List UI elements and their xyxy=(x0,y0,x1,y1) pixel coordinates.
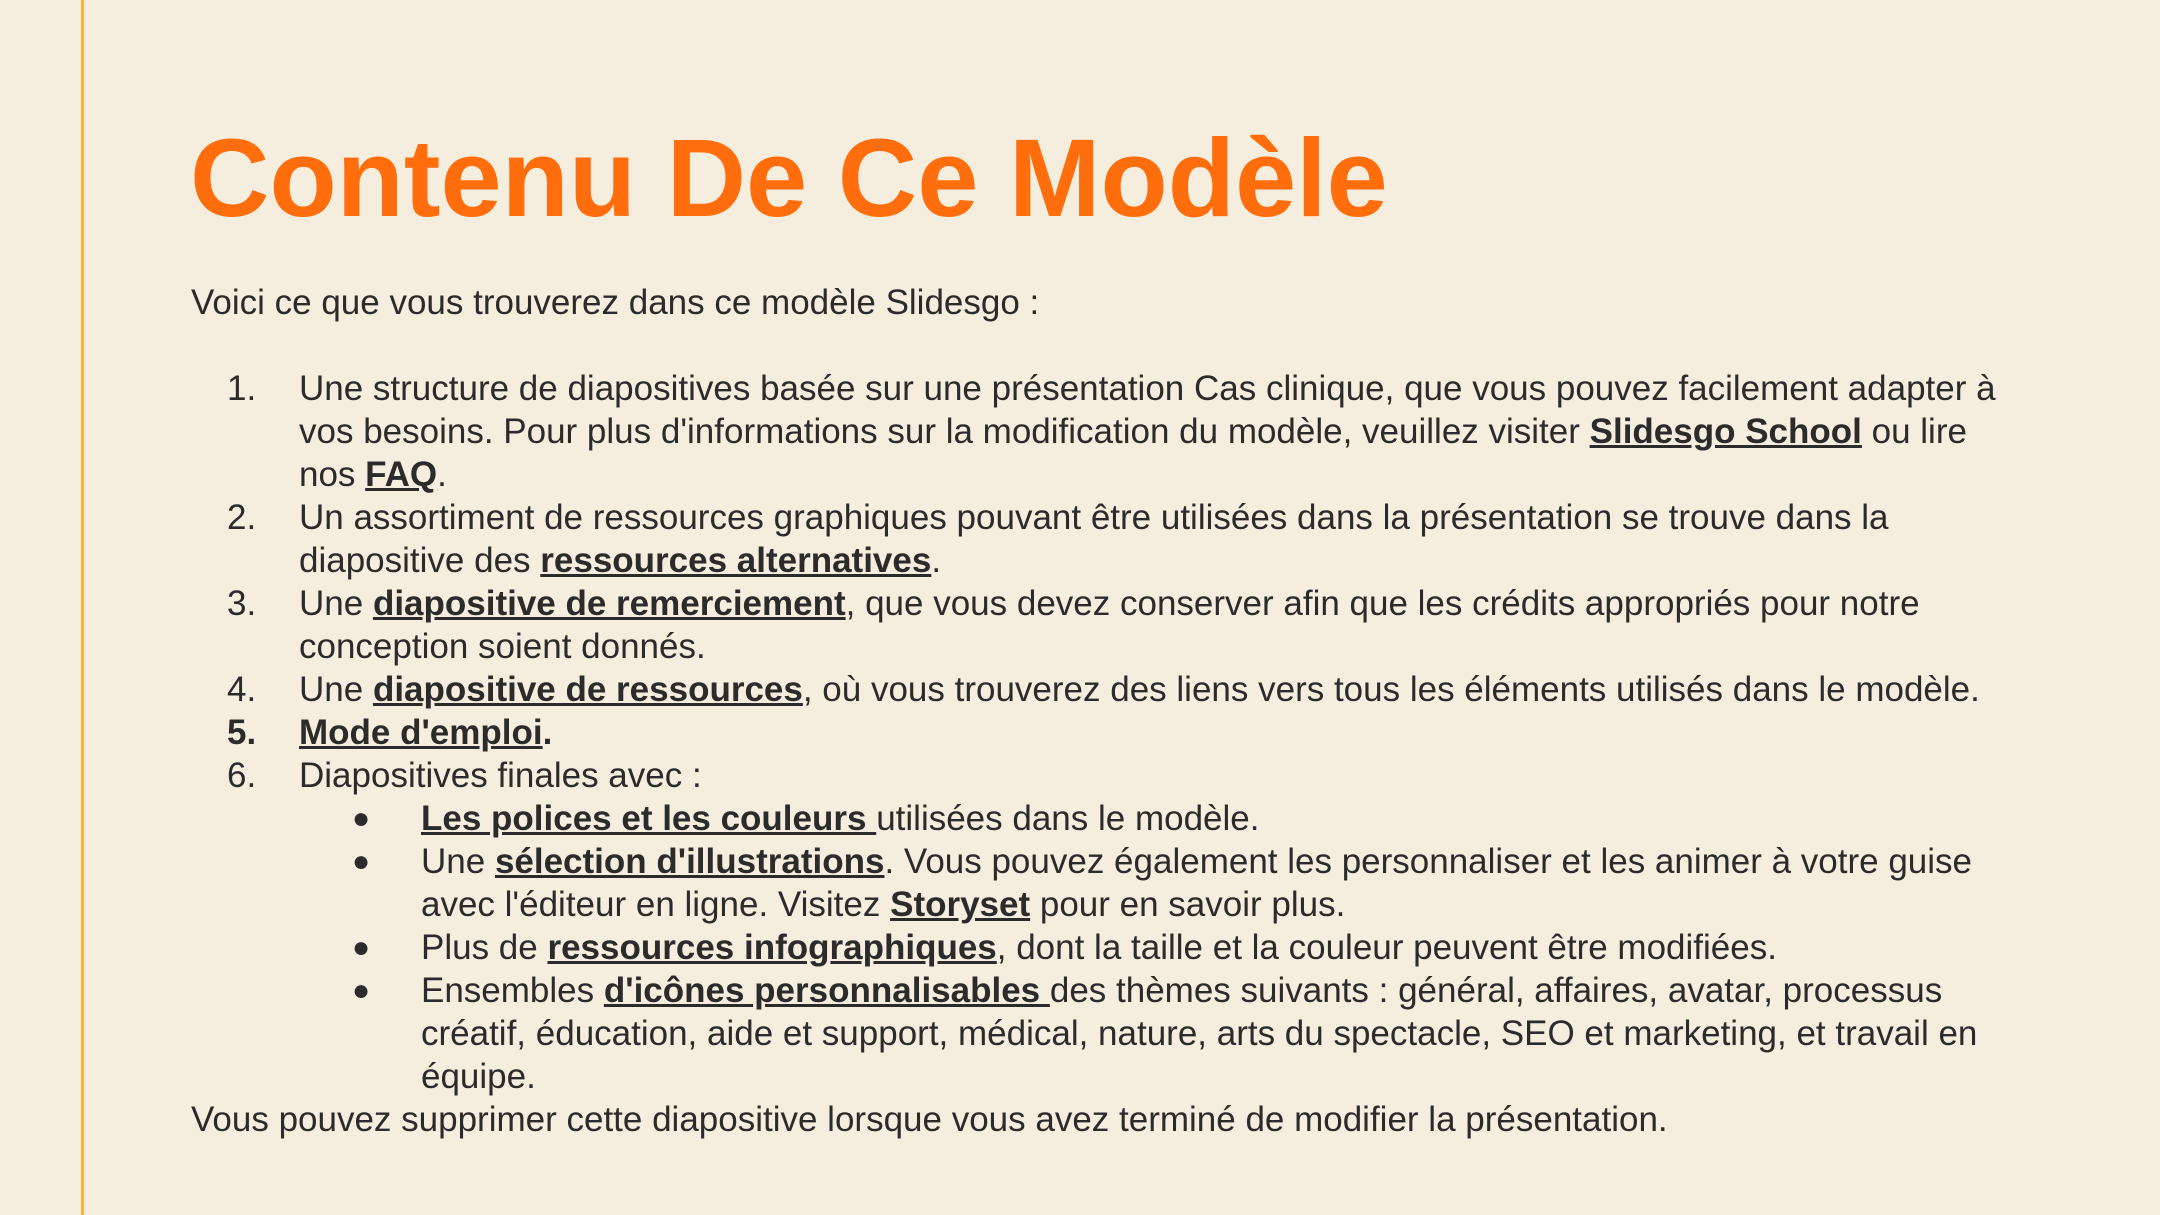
list-item-3 xyxy=(191,582,2021,668)
illustrations-link[interactable]: sélection d'illustrations xyxy=(494,842,885,881)
bullet-item-3 xyxy=(352,926,2021,969)
bullet-dot-icon: ● xyxy=(352,845,371,878)
bullet-text: Une xyxy=(421,842,495,881)
bullet-text: . Vous pouvez également les personnaliser et les animer à votre guise avec l'éditeur en ligne. Visitez xyxy=(421,842,1973,924)
list-item-5 xyxy=(191,711,2021,754)
bullet-text: utilisées dans le modèle. xyxy=(876,799,1260,838)
instructions-link[interactable]: Mode d'emploi xyxy=(299,713,543,752)
numbered-list xyxy=(191,367,2021,1098)
alternative-resources-link[interactable]: ressources alternatives xyxy=(540,541,932,580)
bullet-dot-icon: ● xyxy=(352,802,371,835)
bullet-item-2 xyxy=(352,840,2021,926)
list-number: 4. xyxy=(227,670,257,709)
list-number: 5. xyxy=(227,713,257,752)
list-item-1 xyxy=(191,367,2021,496)
list-item-text: , que vous devez conserver afin que les crédits appropriés pour notre conception soient donnés. xyxy=(299,584,1920,666)
list-item-text: Un assortiment de ressources graphiques pouvant être utilisées dans la présentation se trouve dans la diapositive des xyxy=(299,498,1889,580)
list-item-text: . xyxy=(542,713,553,752)
bullet-dot-icon: ● xyxy=(352,974,371,1007)
outro-text: Vous pouvez supprimer cette diapositive lorsque vous avez terminé de modifier la présentation. xyxy=(191,1100,1668,1139)
fonts-colors-link[interactable]: Les polices et les couleurs xyxy=(421,799,877,838)
list-number: 2. xyxy=(227,498,257,537)
bullet-dot-icon: ● xyxy=(352,931,371,964)
thanks-slide-link[interactable]: diapositive de remerciement xyxy=(372,584,846,623)
bullet-item-1 xyxy=(352,797,2021,840)
list-item-4 xyxy=(191,668,2021,711)
list-item-6 xyxy=(191,754,2021,1098)
list-item-text: ou lire nos xyxy=(299,412,1967,494)
intro-text: Voici ce que vous trouverez dans ce modèle Slidesgo : xyxy=(191,283,1040,322)
bullet-text: , dont la taille et la couleur peuvent être modifiées. xyxy=(996,928,1777,967)
list-item-text: Une xyxy=(299,670,373,709)
bullet-text: Ensembles xyxy=(421,971,604,1010)
list-item-text: . xyxy=(437,455,447,494)
faq-link[interactable]: FAQ xyxy=(365,455,438,494)
storyset-link[interactable]: Storyset xyxy=(890,885,1031,924)
list-item-text: , où vous trouverez des liens vers tous les éléments utilisés dans le modèle. xyxy=(802,670,1980,709)
bullet-item-4 xyxy=(352,969,2021,1098)
bullet-text: Plus de xyxy=(421,928,548,967)
list-number: 6. xyxy=(227,756,257,795)
bullet-text: pour en savoir plus. xyxy=(1030,885,1346,924)
list-number: 1. xyxy=(227,369,257,408)
list-number: 3. xyxy=(227,584,257,623)
bullet-text: des thèmes suivants : général, affaires, avatar, processus créatif, éducation, aide et support, médical, nature, arts du spectacle, SEO et marketing, et travail en équipe. xyxy=(421,971,1978,1096)
slidesgo-school-link[interactable]: Slidesgo School xyxy=(1589,412,1862,451)
list-item-2 xyxy=(191,496,2021,582)
infographics-link[interactable]: ressources infographiques xyxy=(547,928,997,967)
accent-vertical-rule xyxy=(81,0,84,1215)
list-item-text: Une structure de diapositives basée sur une présentation Cas clinique, que vous pouvez facilement adapter à vos besoins. Pour plus d'informations sur la modification du modèle, veuillez visiter xyxy=(299,369,1996,451)
slide-title: Contenu De Ce Modèle xyxy=(190,117,1388,240)
list-item-text: Diapositives finales avec : xyxy=(299,756,702,795)
custom-icons-link[interactable]: d'icônes personnalisables xyxy=(603,971,1050,1010)
slide-body xyxy=(191,281,2021,1141)
list-item-text: . xyxy=(931,541,942,580)
bullet-list xyxy=(352,797,2021,1098)
resources-slide-link[interactable]: diapositive de ressources xyxy=(372,670,803,709)
list-item-text: Une xyxy=(299,584,373,623)
